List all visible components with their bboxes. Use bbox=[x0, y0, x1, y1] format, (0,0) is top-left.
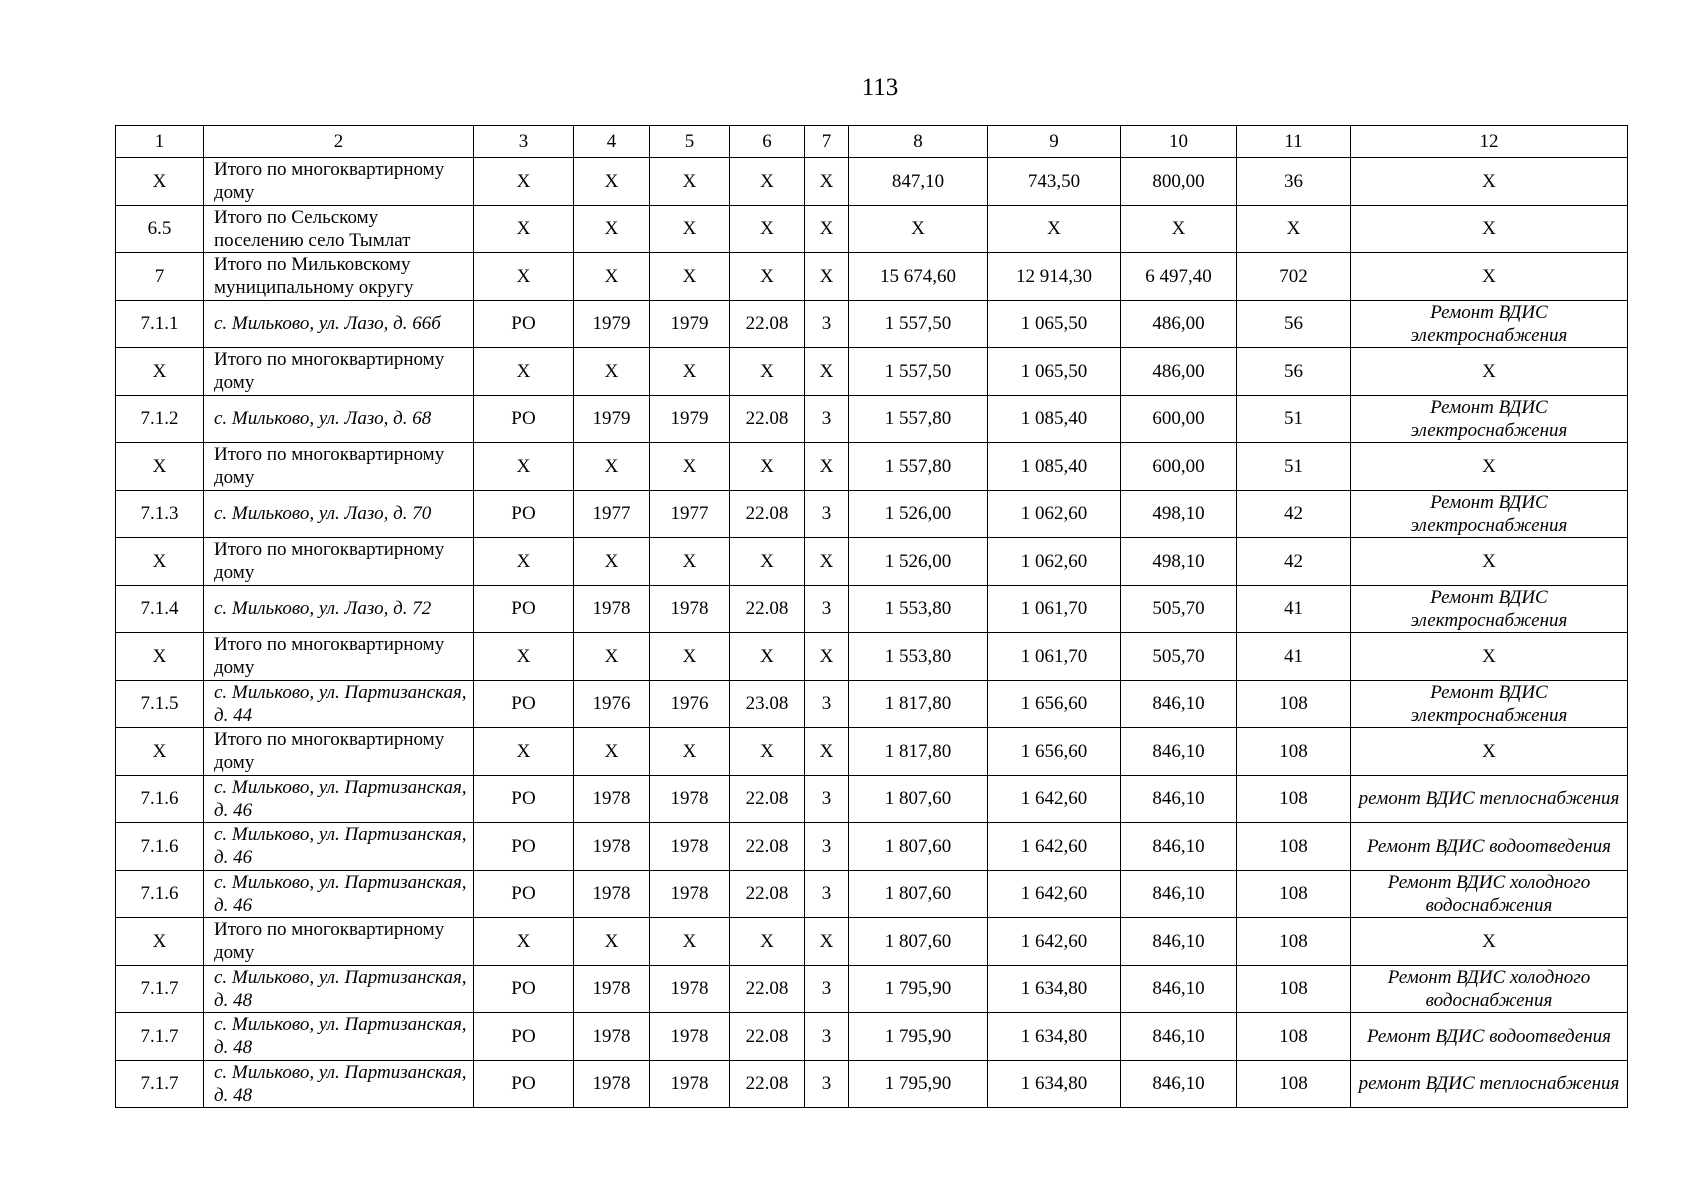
table-cell-col-11: 108 bbox=[1237, 775, 1351, 823]
table-cell-col-6: Х bbox=[730, 918, 805, 966]
table-row bbox=[116, 680, 1628, 728]
table-cell-col-4: Х bbox=[574, 348, 650, 396]
table-cell-col-8: 1 807,60 bbox=[849, 775, 988, 823]
table-cell-col-3: РО bbox=[474, 1060, 574, 1108]
table-cell-col-7: Х bbox=[805, 158, 849, 206]
table-cell-col-10: 6 497,40 bbox=[1121, 253, 1237, 301]
table-cell-col-12: Ремонт ВДИС водоотведения bbox=[1351, 823, 1628, 871]
table-cell-col-2: Итого по многоквартирному дому bbox=[204, 443, 474, 491]
table-cell-col-12: Ремонт ВДИС водоотведения bbox=[1351, 1013, 1628, 1061]
table-cell-col-10: 486,00 bbox=[1121, 348, 1237, 396]
header-row bbox=[116, 126, 1628, 158]
table-cell-col-10: 600,00 bbox=[1121, 443, 1237, 491]
page-number: 113 bbox=[861, 74, 899, 101]
column-header-10: 10 bbox=[1121, 126, 1237, 158]
table-cell-col-12: Ремонт ВДИС холодного водоснабжения bbox=[1351, 870, 1628, 918]
table-cell-col-5: Х bbox=[650, 918, 730, 966]
table-cell-col-12: Ремонт ВДИС электроснабжения bbox=[1351, 300, 1628, 348]
table-cell-col-8: 1 557,80 bbox=[849, 443, 988, 491]
table-cell-col-6: 22.08 bbox=[730, 300, 805, 348]
column-header-7: 7 bbox=[805, 126, 849, 158]
table-cell-col-4: 1978 bbox=[574, 965, 650, 1013]
column-header-2: 2 bbox=[204, 126, 474, 158]
table-cell-col-2: Итого по многоквартирному дому bbox=[204, 728, 474, 776]
table-cell-col-7: 3 bbox=[805, 965, 849, 1013]
table-cell-col-10: 486,00 bbox=[1121, 300, 1237, 348]
table-cell-col-1: 7.1.2 bbox=[116, 395, 204, 443]
table-cell-col-7: 3 bbox=[805, 680, 849, 728]
table-cell-col-1: Х bbox=[116, 633, 204, 681]
table-cell-col-8: 1 807,60 bbox=[849, 870, 988, 918]
table-cell-col-11: 702 bbox=[1237, 253, 1351, 301]
table-cell-col-9: Х bbox=[988, 205, 1121, 253]
table-cell-col-2: с. Мильково, ул. Партизанская, д. 44 bbox=[204, 680, 474, 728]
table-cell-col-5: 1978 bbox=[650, 1013, 730, 1061]
table-cell-col-7: Х bbox=[805, 253, 849, 301]
table-cell-col-1: Х bbox=[116, 443, 204, 491]
table-row bbox=[116, 300, 1628, 348]
table-cell-col-11: 108 bbox=[1237, 965, 1351, 1013]
table-cell-col-9: 1 061,70 bbox=[988, 633, 1121, 681]
table-cell-col-4: Х bbox=[574, 538, 650, 586]
table-cell-col-7: 3 bbox=[805, 585, 849, 633]
table-cell-col-2: с. Мильково, ул. Лазо, д. 70 bbox=[204, 490, 474, 538]
table-cell-col-11: 36 bbox=[1237, 158, 1351, 206]
table-cell-col-2: с. Мильково, ул. Партизанская, д. 46 bbox=[204, 823, 474, 871]
table-cell-col-3: РО bbox=[474, 1013, 574, 1061]
column-header-1: 1 bbox=[116, 126, 204, 158]
table-cell-col-12: ремонт ВДИС теплоснабжения bbox=[1351, 1060, 1628, 1108]
column-header-9: 9 bbox=[988, 126, 1121, 158]
table-row bbox=[116, 538, 1628, 586]
table-cell-col-11: 108 bbox=[1237, 680, 1351, 728]
table-cell-col-7: Х bbox=[805, 538, 849, 586]
table-cell-col-5: 1979 bbox=[650, 300, 730, 348]
table-cell-col-4: Х bbox=[574, 253, 650, 301]
table-cell-col-6: Х bbox=[730, 728, 805, 776]
table-cell-col-11: 51 bbox=[1237, 395, 1351, 443]
table-cell-col-1: 7.1.7 bbox=[116, 1013, 204, 1061]
table-cell-col-3: РО bbox=[474, 585, 574, 633]
table-cell-col-6: Х bbox=[730, 633, 805, 681]
table-cell-col-4: 1978 bbox=[574, 870, 650, 918]
table-cell-col-3: РО bbox=[474, 823, 574, 871]
column-header-8: 8 bbox=[849, 126, 988, 158]
table-cell-col-6: Х bbox=[730, 443, 805, 491]
table-cell-col-12: Ремонт ВДИС электроснабжения bbox=[1351, 585, 1628, 633]
table-cell-col-5: Х bbox=[650, 158, 730, 206]
table-cell-col-3: Х bbox=[474, 253, 574, 301]
table-cell-col-11: Х bbox=[1237, 205, 1351, 253]
table-cell-col-11: 41 bbox=[1237, 633, 1351, 681]
table-cell-col-8: 1 795,90 bbox=[849, 1060, 988, 1108]
table-cell-col-3: РО bbox=[474, 965, 574, 1013]
table-cell-col-2: Итого по многоквартирному дому bbox=[204, 633, 474, 681]
table-cell-col-8: 1 817,80 bbox=[849, 728, 988, 776]
table-cell-col-2: с. Мильково, ул. Партизанская, д. 48 bbox=[204, 965, 474, 1013]
table-cell-col-1: Х bbox=[116, 728, 204, 776]
table-cell-col-10: 846,10 bbox=[1121, 965, 1237, 1013]
table-cell-col-10: 498,10 bbox=[1121, 538, 1237, 586]
table-cell-col-4: Х bbox=[574, 443, 650, 491]
table-cell-col-8: 1 795,90 bbox=[849, 1013, 988, 1061]
table-cell-col-9: 12 914,30 bbox=[988, 253, 1121, 301]
table-row bbox=[116, 1013, 1628, 1061]
table-cell-col-2: с. Мильково, ул. Партизанская, д. 48 bbox=[204, 1060, 474, 1108]
table-cell-col-1: 7 bbox=[116, 253, 204, 301]
table-cell-col-10: 600,00 bbox=[1121, 395, 1237, 443]
table-cell-col-7: 3 bbox=[805, 1060, 849, 1108]
table-cell-col-1: 7.1.7 bbox=[116, 965, 204, 1013]
table-cell-col-3: РО bbox=[474, 490, 574, 538]
table-cell-col-2: Итого по Сельскому поселению село Тымлат bbox=[204, 205, 474, 253]
table-cell-col-12: Х bbox=[1351, 443, 1628, 491]
table-cell-col-3: РО bbox=[474, 300, 574, 348]
table-cell-col-5: 1976 bbox=[650, 680, 730, 728]
table-cell-col-3: РО bbox=[474, 870, 574, 918]
table-cell-col-6: 22.08 bbox=[730, 585, 805, 633]
table-cell-col-6: Х bbox=[730, 348, 805, 396]
table-cell-col-8: 15 674,60 bbox=[849, 253, 988, 301]
column-header-6: 6 bbox=[730, 126, 805, 158]
column-header-5: 5 bbox=[650, 126, 730, 158]
table-cell-col-4: Х bbox=[574, 633, 650, 681]
table-cell-col-9: 1 085,40 bbox=[988, 443, 1121, 491]
table-cell-col-1: 7.1.6 bbox=[116, 823, 204, 871]
table-cell-col-12: Х bbox=[1351, 253, 1628, 301]
table-cell-col-3: Х bbox=[474, 158, 574, 206]
table-cell-col-11: 42 bbox=[1237, 538, 1351, 586]
table-cell-col-1: 7.1.6 bbox=[116, 775, 204, 823]
table-cell-col-8: 1 817,80 bbox=[849, 680, 988, 728]
table-cell-col-12: Х bbox=[1351, 728, 1628, 776]
table-cell-col-5: Х bbox=[650, 538, 730, 586]
table-cell-col-6: Х bbox=[730, 538, 805, 586]
table-cell-col-5: Х bbox=[650, 728, 730, 776]
table-cell-col-2: с. Мильково, ул. Партизанская, д. 48 bbox=[204, 1013, 474, 1061]
table-cell-col-11: 108 bbox=[1237, 823, 1351, 871]
table-cell-col-11: 108 bbox=[1237, 870, 1351, 918]
table-cell-col-7: 3 bbox=[805, 1013, 849, 1061]
table-cell-col-7: 3 bbox=[805, 823, 849, 871]
table-cell-col-7: 3 bbox=[805, 395, 849, 443]
table-cell-col-4: 1978 bbox=[574, 585, 650, 633]
table-cell-col-7: 3 bbox=[805, 775, 849, 823]
table-cell-col-11: 108 bbox=[1237, 1013, 1351, 1061]
table-cell-col-5: 1978 bbox=[650, 870, 730, 918]
table-cell-col-10: 505,70 bbox=[1121, 633, 1237, 681]
table-cell-col-6: 22.08 bbox=[730, 965, 805, 1013]
table-cell-col-9: 1 065,50 bbox=[988, 348, 1121, 396]
table-row bbox=[116, 490, 1628, 538]
table-cell-col-7: Х bbox=[805, 348, 849, 396]
table-cell-col-7: Х bbox=[805, 918, 849, 966]
table-cell-col-10: 498,10 bbox=[1121, 490, 1237, 538]
table-cell-col-1: Х bbox=[116, 158, 204, 206]
column-header-3: 3 bbox=[474, 126, 574, 158]
table-cell-col-4: 1979 bbox=[574, 395, 650, 443]
table-cell-col-5: 1978 bbox=[650, 823, 730, 871]
table-cell-col-1: 7.1.5 bbox=[116, 680, 204, 728]
table-cell-col-5: Х bbox=[650, 205, 730, 253]
table-cell-col-12: Х bbox=[1351, 348, 1628, 396]
table-cell-col-9: 1 642,60 bbox=[988, 823, 1121, 871]
table-cell-col-6: 22.08 bbox=[730, 1013, 805, 1061]
table-body bbox=[116, 126, 1628, 1108]
column-header-4: 4 bbox=[574, 126, 650, 158]
table-cell-col-10: 846,10 bbox=[1121, 728, 1237, 776]
table-cell-col-12: Х bbox=[1351, 205, 1628, 253]
table-cell-col-10: 846,10 bbox=[1121, 1013, 1237, 1061]
table-cell-col-9: 1 656,60 bbox=[988, 728, 1121, 776]
table-cell-col-8: 1 807,60 bbox=[849, 918, 988, 966]
table-cell-col-4: 1978 bbox=[574, 823, 650, 871]
table-cell-col-10: 846,10 bbox=[1121, 823, 1237, 871]
column-header-11: 11 bbox=[1237, 126, 1351, 158]
table-cell-col-12: ремонт ВДИС теплоснабжения bbox=[1351, 775, 1628, 823]
table-cell-col-4: Х bbox=[574, 918, 650, 966]
table-cell-col-9: 1 061,70 bbox=[988, 585, 1121, 633]
table-row bbox=[116, 443, 1628, 491]
table-cell-col-1: 7.1.3 bbox=[116, 490, 204, 538]
table-cell-col-7: Х bbox=[805, 633, 849, 681]
table-cell-col-6: 22.08 bbox=[730, 1060, 805, 1108]
table-cell-col-3: Х bbox=[474, 205, 574, 253]
table-cell-col-10: 846,10 bbox=[1121, 918, 1237, 966]
table-cell-col-6: 22.08 bbox=[730, 870, 805, 918]
table-cell-col-5: Х bbox=[650, 443, 730, 491]
table-cell-col-11: 108 bbox=[1237, 1060, 1351, 1108]
table-cell-col-11: 56 bbox=[1237, 300, 1351, 348]
table-cell-col-1: 7.1.4 bbox=[116, 585, 204, 633]
table-row bbox=[116, 775, 1628, 823]
table-cell-col-4: 1978 bbox=[574, 775, 650, 823]
table-cell-col-9: 1 062,60 bbox=[988, 490, 1121, 538]
table-cell-col-12: Х bbox=[1351, 633, 1628, 681]
table-cell-col-3: Х bbox=[474, 918, 574, 966]
table-cell-col-9: 1 642,60 bbox=[988, 775, 1121, 823]
table-cell-col-9: 1 642,60 bbox=[988, 918, 1121, 966]
table-cell-col-9: 1 085,40 bbox=[988, 395, 1121, 443]
table-cell-col-10: 846,10 bbox=[1121, 680, 1237, 728]
table-cell-col-5: 1978 bbox=[650, 1060, 730, 1108]
table-row bbox=[116, 633, 1628, 681]
table-cell-col-3: Х bbox=[474, 538, 574, 586]
table-cell-col-6: 22.08 bbox=[730, 775, 805, 823]
table-row bbox=[116, 965, 1628, 1013]
table-cell-col-8: 1 795,90 bbox=[849, 965, 988, 1013]
table-row bbox=[116, 253, 1628, 301]
table-cell-col-4: Х bbox=[574, 205, 650, 253]
table-cell-col-5: 1978 bbox=[650, 965, 730, 1013]
table-cell-col-12: Ремонт ВДИС электроснабжения bbox=[1351, 680, 1628, 728]
table-cell-col-11: 108 bbox=[1237, 918, 1351, 966]
table-cell-col-6: Х bbox=[730, 158, 805, 206]
table-row bbox=[116, 870, 1628, 918]
table-cell-col-9: 1 634,80 bbox=[988, 1013, 1121, 1061]
table-cell-col-2: Итого по многоквартирному дому bbox=[204, 918, 474, 966]
table-cell-col-8: 1 557,50 bbox=[849, 348, 988, 396]
table-cell-col-8: 1 553,80 bbox=[849, 633, 988, 681]
table-cell-col-12: Ремонт ВДИС холодного водоснабжения bbox=[1351, 965, 1628, 1013]
table-cell-col-9: 743,50 bbox=[988, 158, 1121, 206]
table-cell-col-9: 1 634,80 bbox=[988, 965, 1121, 1013]
table-cell-col-4: Х bbox=[574, 158, 650, 206]
table-cell-col-1: Х bbox=[116, 348, 204, 396]
table-cell-col-3: РО bbox=[474, 680, 574, 728]
table-cell-col-1: 7.1.7 bbox=[116, 1060, 204, 1108]
table-cell-col-10: 846,10 bbox=[1121, 870, 1237, 918]
table-cell-col-4: Х bbox=[574, 728, 650, 776]
table-cell-col-9: 1 062,60 bbox=[988, 538, 1121, 586]
table-cell-col-8: 1 526,00 bbox=[849, 538, 988, 586]
table-cell-col-6: 22.08 bbox=[730, 490, 805, 538]
table-cell-col-1: 7.1.1 bbox=[116, 300, 204, 348]
table-cell-col-11: 42 bbox=[1237, 490, 1351, 538]
table-row bbox=[116, 823, 1628, 871]
table-cell-col-10: 800,00 bbox=[1121, 158, 1237, 206]
table-cell-col-12: Ремонт ВДИС электроснабжения bbox=[1351, 395, 1628, 443]
table-row bbox=[116, 728, 1628, 776]
table-cell-col-4: 1976 bbox=[574, 680, 650, 728]
table-cell-col-5: Х bbox=[650, 253, 730, 301]
table-cell-col-5: Х bbox=[650, 348, 730, 396]
table-row bbox=[116, 585, 1628, 633]
table-row bbox=[116, 348, 1628, 396]
table-cell-col-5: Х bbox=[650, 633, 730, 681]
table-cell-col-4: 1979 bbox=[574, 300, 650, 348]
table-cell-col-8: 1 807,60 bbox=[849, 823, 988, 871]
table-cell-col-7: 3 bbox=[805, 870, 849, 918]
table-row bbox=[116, 158, 1628, 206]
table-row bbox=[116, 918, 1628, 966]
table-cell-col-11: 108 bbox=[1237, 728, 1351, 776]
table-cell-col-5: 1978 bbox=[650, 775, 730, 823]
table-cell-col-2: с. Мильково, ул. Партизанская, д. 46 bbox=[204, 775, 474, 823]
table-cell-col-6: Х bbox=[730, 205, 805, 253]
table-cell-col-5: 1977 bbox=[650, 490, 730, 538]
table-cell-col-7: Х bbox=[805, 205, 849, 253]
table-cell-col-10: Х bbox=[1121, 205, 1237, 253]
table-cell-col-8: 1 557,80 bbox=[849, 395, 988, 443]
table-row bbox=[116, 1060, 1628, 1108]
table-cell-col-2: с. Мильково, ул. Партизанская, д. 46 bbox=[204, 870, 474, 918]
table-cell-col-10: 505,70 bbox=[1121, 585, 1237, 633]
table-cell-col-8: 1 553,80 bbox=[849, 585, 988, 633]
table-cell-col-8: 1 557,50 bbox=[849, 300, 988, 348]
table-cell-col-11: 56 bbox=[1237, 348, 1351, 396]
table-cell-col-9: 1 065,50 bbox=[988, 300, 1121, 348]
table-cell-col-6: Х bbox=[730, 253, 805, 301]
table-row bbox=[116, 395, 1628, 443]
table-cell-col-12: Х bbox=[1351, 538, 1628, 586]
table-cell-col-3: РО bbox=[474, 395, 574, 443]
table-cell-col-2: Итого по многоквартирному дому bbox=[204, 158, 474, 206]
table-cell-col-11: 51 bbox=[1237, 443, 1351, 491]
table-cell-col-2: Итого по Мильковскому муниципальному округу bbox=[204, 253, 474, 301]
table-cell-col-2: Итого по многоквартирному дому bbox=[204, 538, 474, 586]
table-cell-col-5: 1978 bbox=[650, 585, 730, 633]
table-cell-col-6: 22.08 bbox=[730, 395, 805, 443]
table-cell-col-7: Х bbox=[805, 728, 849, 776]
table-cell-col-9: 1 656,60 bbox=[988, 680, 1121, 728]
table-cell-col-8: Х bbox=[849, 205, 988, 253]
table-cell-col-7: 3 bbox=[805, 490, 849, 538]
table-cell-col-8: 1 526,00 bbox=[849, 490, 988, 538]
table-cell-col-10: 846,10 bbox=[1121, 775, 1237, 823]
table-cell-col-12: Х bbox=[1351, 918, 1628, 966]
table-cell-col-1: Х bbox=[116, 918, 204, 966]
table-cell-col-2: с. Мильково, ул. Лазо, д. 66б bbox=[204, 300, 474, 348]
table-cell-col-11: 41 bbox=[1237, 585, 1351, 633]
table-cell-col-4: 1978 bbox=[574, 1060, 650, 1108]
data-table bbox=[115, 125, 1628, 1108]
table-cell-col-5: 1979 bbox=[650, 395, 730, 443]
table-cell-col-2: Итого по многоквартирному дому bbox=[204, 348, 474, 396]
table-cell-col-6: 22.08 bbox=[730, 823, 805, 871]
table-cell-col-7: 3 bbox=[805, 300, 849, 348]
table-cell-col-3: Х bbox=[474, 728, 574, 776]
table-cell-col-3: Х bbox=[474, 348, 574, 396]
table-cell-col-7: Х bbox=[805, 443, 849, 491]
table-cell-col-3: РО bbox=[474, 775, 574, 823]
table-cell-col-9: 1 642,60 bbox=[988, 870, 1121, 918]
table-cell-col-3: Х bbox=[474, 633, 574, 681]
table-row bbox=[116, 205, 1628, 253]
table-cell-col-2: с. Мильково, ул. Лазо, д. 68 bbox=[204, 395, 474, 443]
table-cell-col-4: 1977 bbox=[574, 490, 650, 538]
table-cell-col-6: 23.08 bbox=[730, 680, 805, 728]
table-cell-col-9: 1 634,80 bbox=[988, 1060, 1121, 1108]
table-cell-col-12: Х bbox=[1351, 158, 1628, 206]
table-cell-col-4: 1978 bbox=[574, 1013, 650, 1061]
table-cell-col-12: Ремонт ВДИС электроснабжения bbox=[1351, 490, 1628, 538]
table-cell-col-1: 6.5 bbox=[116, 205, 204, 253]
table-cell-col-8: 847,10 bbox=[849, 158, 988, 206]
table-cell-col-3: Х bbox=[474, 443, 574, 491]
table-cell-col-1: 7.1.6 bbox=[116, 870, 204, 918]
table-cell-col-10: 846,10 bbox=[1121, 1060, 1237, 1108]
column-header-12: 12 bbox=[1351, 126, 1628, 158]
table-cell-col-2: с. Мильково, ул. Лазо, д. 72 bbox=[204, 585, 474, 633]
table-cell-col-1: Х bbox=[116, 538, 204, 586]
